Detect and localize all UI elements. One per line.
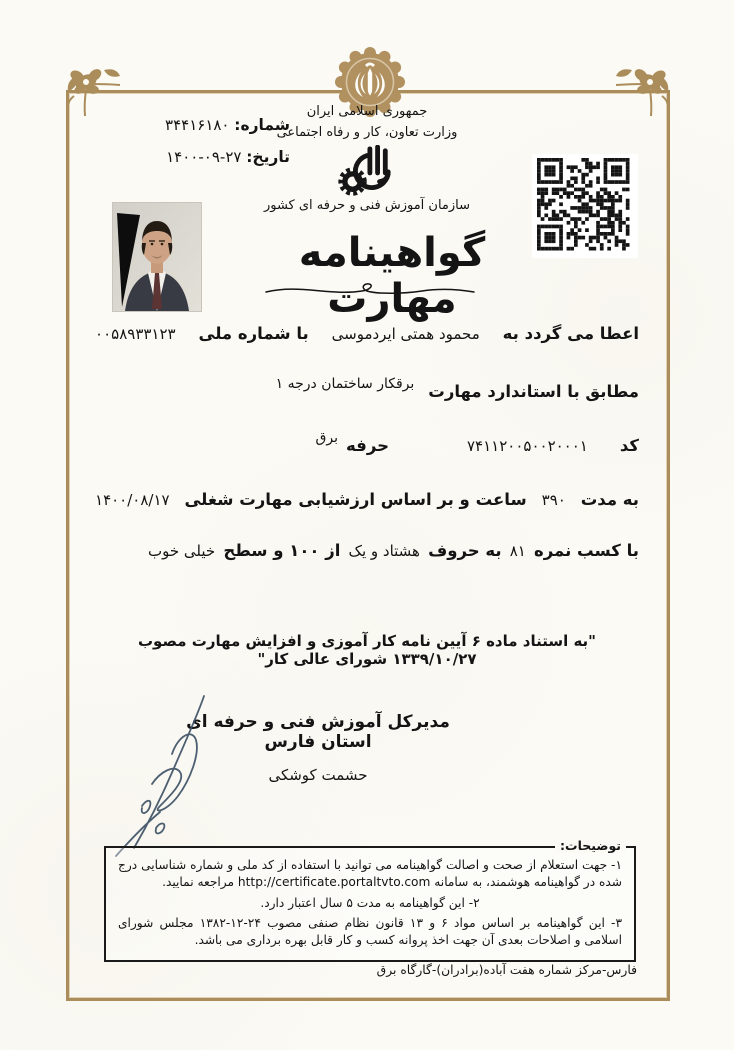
recipient-name: محمود همتی ایردموسی [331, 325, 480, 343]
granted-label: اعطا می گردد به [502, 324, 639, 343]
header [207, 104, 527, 214]
assessment-label: ساعت و بر اساس ارزشیابی مهارت شغلی [184, 490, 527, 509]
header-organization: سازمان آموزش فنی و حرفه ای کشور [263, 197, 471, 213]
standard-value: برقکار ساختمان درجه ۱ [275, 376, 415, 392]
header-country: جمهوری اسلامی ایران [306, 104, 428, 119]
handwritten-signature-icon [108, 688, 258, 858]
portrait-photo [113, 203, 201, 311]
floral-corner-ornament-icon [614, 56, 686, 118]
floral-corner-ornament-icon [50, 56, 122, 118]
note-item-2: ۲- این گواهینامه به مدت ۵ سال اعتبار دارد. [260, 895, 480, 910]
code-line [95, 430, 639, 455]
calligraphic-flourish-icon [262, 282, 478, 300]
duration-label: به مدت [580, 490, 639, 509]
serial-number-value: ۳۴۴۱۶۱۸۰ [165, 116, 230, 134]
tvto-organization-logo-icon [207, 145, 527, 197]
code-value: ۷۴۱۱۲۰۰۵۰۰۲۰۰۰۱ [467, 437, 588, 455]
score-level: خیلی خوب [148, 542, 216, 560]
serial-date-value: ۲۷-۰۹-۱۴۰۰ [166, 147, 242, 166]
score-line [148, 541, 639, 560]
score-words: هشتاد و یک [348, 542, 420, 560]
trade-label: حرفه [346, 436, 389, 455]
trade-value: برق [315, 430, 339, 446]
score-value: ۸۱ [509, 542, 526, 560]
serial-number-label: شماره: [234, 116, 290, 134]
signatory-title: مدیرکل آموزش فنی و حرفه ای استان فارس [186, 712, 450, 752]
national-id-value: ۰۰۵۸۹۳۳۱۲۳ [95, 325, 176, 343]
header-ministry: وزارت تعاون، کار و رفاه اجتماعی [276, 125, 458, 141]
notes-box [104, 838, 636, 962]
grant-line [95, 324, 639, 343]
note-item-1: ۱- جهت استعلام از صحت و اصالت گواهینامه می توانید با استفاده از کد ملی و شماره شناسایی درج شده در گواهینامه هوشمند، به سامانه http://certificate.portaltvto.com مراجعه نمایید. [118, 858, 622, 890]
standard-line [95, 376, 639, 401]
duration-hours: ۳۹۰ [541, 491, 566, 509]
assessment-date: ۱۴۰۰/۰۸/۱۷ [95, 491, 170, 509]
score-label: با کسب نمره [534, 541, 639, 560]
standard-label: مطابق با استاندارد مهارت [428, 382, 639, 401]
note-item-3: ۳- این گواهینامه بر اساس مواد ۶ و ۱۳ قانون نظام صنفی مصوب ۲۴-۱۲-۱۳۸۲ مجلس شورای اسلامی و اصلاحات بعدی آن جهت اخذ پروانه کسب و کار قابل بهره برداری می باشد. [118, 915, 622, 948]
signatory-name: حشمت کوشکی [268, 766, 368, 784]
national-id-label: با شماره ملی [198, 324, 309, 343]
code-label: کد [619, 436, 639, 455]
score-outof-label: از ۱۰۰ و سطح [223, 541, 341, 560]
serial-date-label: تاریخ: [246, 147, 290, 166]
legal-note: "به استناد ماده ۶ آیین نامه کار آموزی و افزایش مهارت مصوب ۱۳۳۹/۱۰/۲۷ شورای عالی کار" [137, 632, 596, 668]
notes-label: توضیحات: [555, 838, 626, 853]
training-center-line: فارس-مرکز شماره هفت آباده(برادران)-گارگاه برق [376, 963, 637, 977]
duration-line [95, 490, 639, 509]
certificate-title: گواهینامه مهارت [298, 230, 486, 322]
score-words-label: به حروف [428, 541, 502, 560]
qr-code-icon [532, 154, 638, 258]
